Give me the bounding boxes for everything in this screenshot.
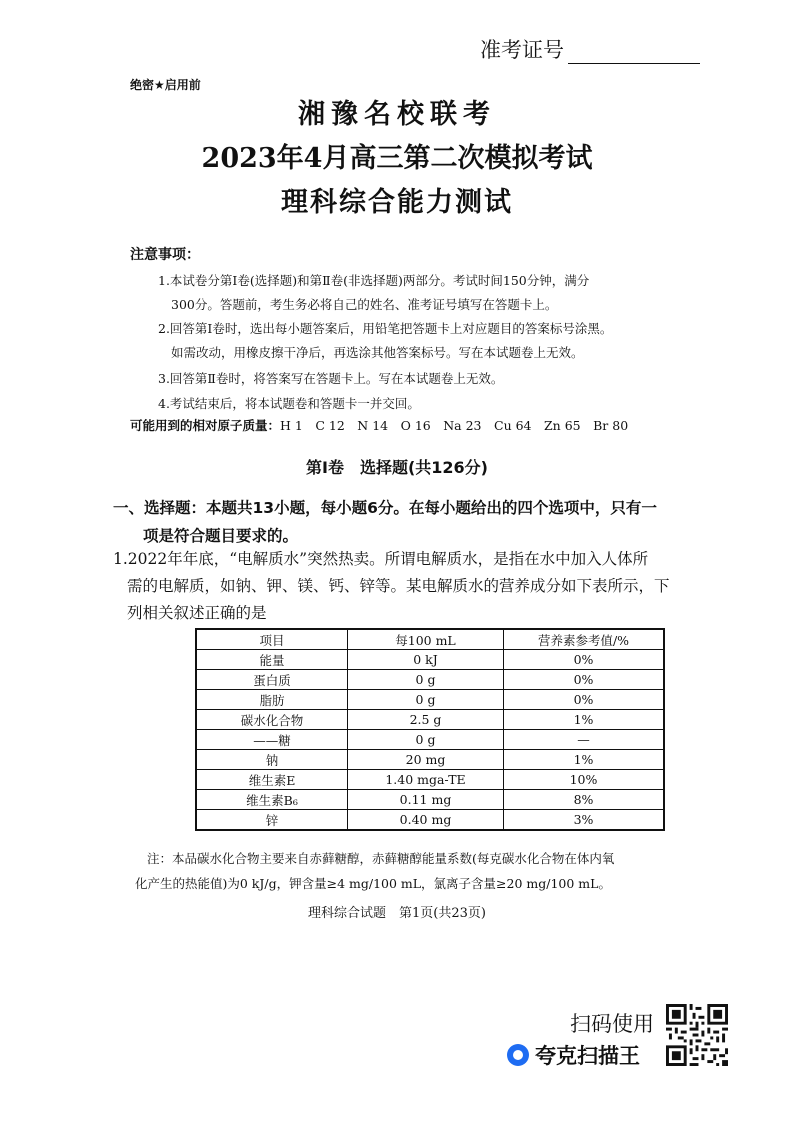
table-cell: 1% xyxy=(504,710,665,730)
atomic-mass-values: H 1 C 12 N 14 O 16 Na 23 Cu 64 Zn 65 Br 80 xyxy=(280,418,629,433)
table-cell: 1% xyxy=(504,750,665,770)
note-line: 1.本试卷分第Ⅰ卷(选择题)和第Ⅱ卷(非选择题)两部分。考试时间150分钟，满分 xyxy=(158,273,590,288)
table-header-cell: 营养素参考值/% xyxy=(504,629,665,650)
question-1-line: 需的电解质，如钠、钾、镁、钙、锌等。某电解质水的营养成分如下表所示，下 xyxy=(127,577,670,595)
table-cell: 20 mg xyxy=(348,750,504,770)
table-header-row xyxy=(196,629,664,650)
table-cell: 钠 xyxy=(196,750,348,770)
note-line: 4.考试结束后，将本试题卷和答题卡一并交回。 xyxy=(158,396,420,411)
atomic-mass-label: 可能用到的相对原子质量： xyxy=(130,418,281,433)
table-cell: 10% xyxy=(504,770,665,790)
table-cell: 3% xyxy=(504,810,665,831)
table-row xyxy=(196,670,664,690)
table-cell: 1.40 mga-TE xyxy=(348,770,504,790)
title-line-1: 湘豫名校联考 xyxy=(298,99,496,130)
table-cell: 8% xyxy=(504,790,665,810)
question-1 xyxy=(113,546,698,627)
table-cell: 锌 xyxy=(196,810,348,831)
table-cell: 0% xyxy=(504,650,665,670)
exam-id-blank xyxy=(568,41,700,64)
table-header-cell: 项目 xyxy=(196,629,348,650)
brand-watermark xyxy=(507,1040,640,1070)
scan-text: 扫码使用 xyxy=(570,1012,654,1036)
title-line-3: 理科综合能力测试 xyxy=(281,187,513,218)
note-line: 3.回答第Ⅱ卷时，将答案写在答题卡上。写在本试题卷上无效。 xyxy=(158,371,504,386)
table-footnote xyxy=(135,846,707,896)
table-cell: 0 kJ xyxy=(348,650,504,670)
table-cell: 蛋白质 xyxy=(196,670,348,690)
exam-id-label: 准考证号 xyxy=(480,38,564,62)
table-row xyxy=(196,730,664,750)
table-cell: 能量 xyxy=(196,650,348,670)
atomic-mass-line xyxy=(130,416,628,434)
title-line-2: 2023年4月高三第二次模拟考试 xyxy=(201,143,593,174)
table-row xyxy=(196,710,664,730)
table-cell: 脂肪 xyxy=(196,690,348,710)
section-title: 第Ⅰ卷 选择题(共126分) xyxy=(306,458,488,477)
table-cell: 碳水化合物 xyxy=(196,710,348,730)
table-cell: 0.11 mg xyxy=(348,790,504,810)
table-cell: 0 g xyxy=(348,670,504,690)
page-footer: 理科综合试题 第1页(共23页) xyxy=(308,906,486,921)
question-1-line: 列相关叙述正确的是 xyxy=(127,604,267,622)
note-line: 300分。答题前，考生务必将自己的姓名、准考证号填写在答题卡上。 xyxy=(171,297,558,312)
table-cell: — xyxy=(504,730,665,750)
table-cell: 0% xyxy=(504,670,665,690)
footnote-line: 化产生的热能值)为0 kJ/g，钾含量≥4 mg/100 mL，氯离子含量≥20 mg/100 mL。 xyxy=(135,876,611,891)
table-cell: 维生素B₆ xyxy=(196,790,348,810)
table-cell: 2.5 g xyxy=(348,710,504,730)
table-header-cell: 每100 mL xyxy=(348,629,504,650)
table-cell: 0% xyxy=(504,690,665,710)
qr-code-icon xyxy=(666,1004,728,1066)
secret-mark: 绝密★启用前 xyxy=(130,78,201,92)
table-row xyxy=(196,810,664,831)
note-line: 2.回答第Ⅰ卷时，选出每小题答案后，用铅笔把答题卡上对应题目的答案标号涂黑。 xyxy=(158,321,613,336)
footnote-line: 注：本品碳水化合物主要来自赤藓糖醇，赤藓糖醇能量系数(每克碳水化合物在体内氧 xyxy=(147,851,615,866)
table-cell: 0 g xyxy=(348,730,504,750)
question-intro xyxy=(113,494,693,550)
exam-id-field xyxy=(480,34,700,64)
note-line: 如需改动，用橡皮擦干净后，再选涂其他答案标号。写在本试题卷上无效。 xyxy=(171,345,584,360)
table-row xyxy=(196,650,664,670)
table-cell: ——糖 xyxy=(196,730,348,750)
notes-heading: 注意事项： xyxy=(130,247,200,263)
question-intro-line: 项是符合题目要求的。 xyxy=(143,527,299,545)
table-cell: 0 g xyxy=(348,690,504,710)
table-row xyxy=(196,770,664,790)
brand-name: 夸克扫描王 xyxy=(535,1044,640,1068)
quark-logo-icon xyxy=(507,1044,529,1066)
table-row xyxy=(196,790,664,810)
table-row xyxy=(196,750,664,770)
question-intro-line: 一、选择题：本题共13小题，每小题6分。在每小题给出的四个选项中，只有一 xyxy=(113,499,657,517)
table-cell: 0.40 mg xyxy=(348,810,504,831)
table-cell: 维生素E xyxy=(196,770,348,790)
question-1-line: 1.2022年年底，“电解质水”突然热卖。所谓电解质水，是指在水中加入人体所 xyxy=(113,550,649,568)
nutrition-table xyxy=(195,628,665,831)
table-row xyxy=(196,690,664,710)
